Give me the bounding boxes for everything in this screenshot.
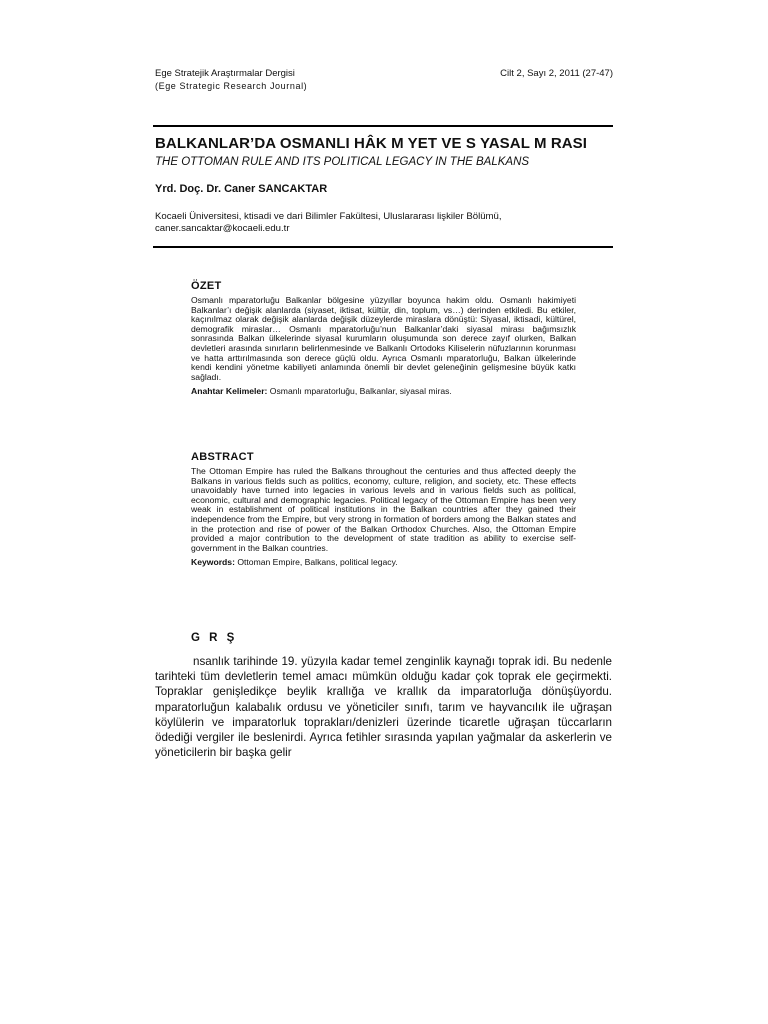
ozet-section (191, 280, 576, 396)
ozet-body: Osmanlı mparatorluğu Balkanlar bölgesine yüzyıllar boyunca hakim oldu. Osmanlı hakimiyeti Balkanlar’ı değişik alanlarda (siyaset, iktisat, kültür, din, toplum, vs…) derinden etkiledi. Bu etkiler, kaçınılmaz olarak değişik alanlarda değişik düzeylerde miraslara dönüştü: Siyasal, iktisadi, kültürel, demografik miraslar… Osmanlı mparatorluğu’nun Balkanlar’daki siyasal mirası bağımsızlık sonrasında Balkan ülkelerinde siyasal kurumların oluşumunda son derece zayıf olurken, Balkan devletleri arasında sınırların belirlenmesinde ve Balkanlı Ortodoks Kiliselerin nüfuzlarının korunması ve hatta arttırılmasında son derece güçlü oldu. Ayrıca Osmanlı mparatorluğu, Balkan ülkelerinde kendi kendini yönetme kabiliyeti anlamında önemli bir devlet geleneğinin gelişmesine büyük katkı sağladı. (191, 295, 576, 382)
ozet-keywords (191, 386, 576, 396)
ozet-keywords-text: Osmanlı mparatorluğu, Balkanlar, siyasal miras. (267, 386, 452, 397)
introduction-body: nsanlık tarihinde 19. yüzyıla kadar temel zenginlik kaynağı toprak idi. Bu nedenle tarihteki tüm devletlerin temel amacı mümkün olduğu kadar çok toprak ele geçirmekti. Topraklar genişledikçe beylik krallığa ve krallık da imparatorluğa dönüşüyordu. mparatorluğun kalabalık ordusu ve yöneticiler sınıfı, tarım ve hayvancılık ile uğraşan köylülerin ve imparatorluk toprakları/denizleri üzerinde ticaretle uğraşan tüccarların ödediği vergiler ile beslenirdi. Ayrıca fetihler sırasında yapılan yağmalar da askerlerin ve yöneticilerin bir başka gelir (155, 655, 612, 760)
title-top-rule (153, 125, 613, 127)
author-email: caner.sancaktar@kocaeli.edu.tr (155, 223, 290, 234)
journal-name: Ege Stratejik Araştırmalar Dergisi (155, 68, 295, 79)
title-bottom-rule (153, 246, 613, 248)
journal-name-english: (Ege Strategic Research Journal) (155, 81, 308, 91)
ozet-heading: ÖZET (191, 280, 222, 292)
abstract-keywords (191, 557, 576, 567)
article-title: BALKANLAR’DA OSMANLI HÂK M YET VE S YASAL M RASI (155, 135, 588, 152)
abstract-body: The Ottoman Empire has ruled the Balkans throughout the centuries and thus affected deeply the Balkans in various fields such as politics, economy, culture, religion, and society, etc. These effects unavoidably have turned into legacies in various levels and in various fields such as political, economic, cultural and demographic legacies. Political legacy of the Ottoman Empire has been very weak in establishment of political institutions in the Balkan countries after they gained their independence from the Empire, but very strong in formation of borders among the Balkan states and in the protection and rise of power of the Balkan Orthodox Churches. Also, the Ottoman Empire provided a major contribution to the development of state tradition as ability to exercise self- government in the Balkan countries. (191, 466, 576, 553)
article-title-english: THE OTTOMAN RULE AND ITS POLITICAL LEGACY IN THE BALKANS (155, 156, 530, 168)
abstract-keywords-text: Ottoman Empire, Balkans, political legacy. (234, 557, 398, 568)
introduction-heading: G R Ş (191, 632, 238, 644)
volume-issue: Cilt 2, Sayı 2, 2011 (27-47) (500, 68, 613, 79)
author-affiliation: Kocaeli Üniversitesi, ktisadi ve dari Bilimler Fakültesi, Uluslararası lişkiler Bölümü, (155, 211, 502, 222)
abstract-heading: ABSTRACT (191, 451, 254, 463)
abstract-section (191, 451, 576, 567)
author-affiliation-block (155, 211, 502, 235)
ozet-keywords-label: Anahtar Kelimeler: (191, 386, 268, 397)
abstract-keywords-label: Keywords: (191, 557, 235, 568)
author-name: Yrd. Doç. Dr. Caner SANCAKTAR (155, 183, 328, 195)
